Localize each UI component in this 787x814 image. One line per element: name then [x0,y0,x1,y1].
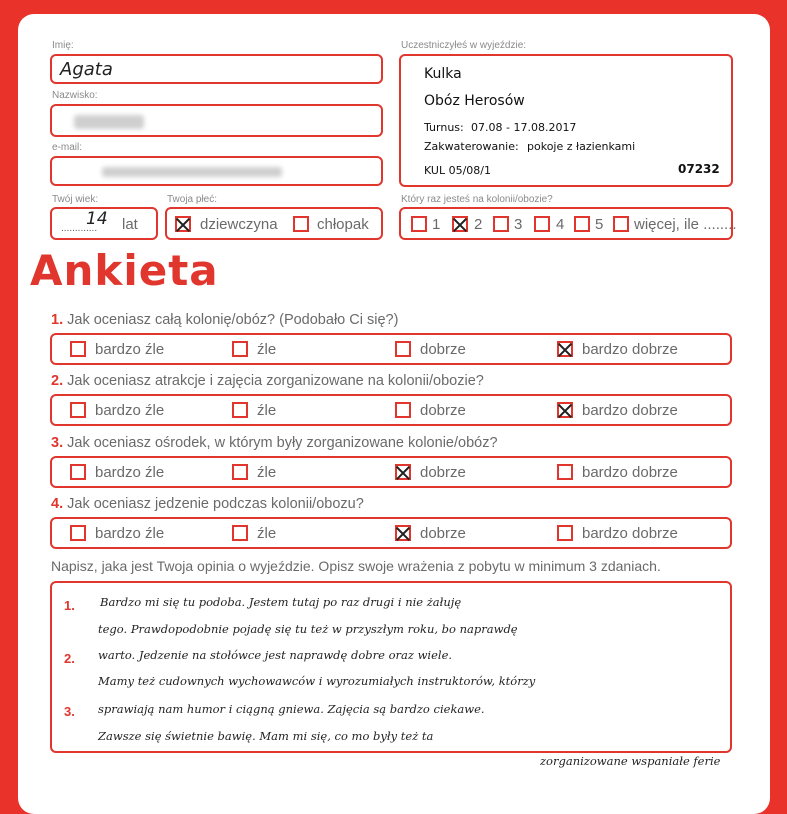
rating-option-label: bardzo źle [95,341,165,358]
label-email: e-mail: [52,142,83,153]
checkbox-chlopak[interactable] [293,216,309,232]
opinion-handwriting-line: Mamy też cudownych wychowawców i wyrozumiałych instruktorów, którzy [98,674,536,688]
rating-option-label: bardzo źle [95,402,165,419]
rating-option-label: źle [257,464,277,481]
age-unit: lat [122,216,138,233]
rating-checkbox[interactable] [232,341,248,357]
age-field[interactable] [50,207,158,240]
turnus-value: 07.08 - 17.08.2017 [471,121,577,134]
nazwisko-redacted [74,115,144,129]
rating-checkbox[interactable] [557,525,573,541]
gender-option-chlopak: chłopak [317,216,369,233]
times-option-more: więcej, ile ........ [634,216,737,233]
question-text: Jak oceniasz ośrodek, w którym były zorganizowane kolonie/obóz? [67,435,498,451]
checkbox-times-1[interactable] [411,216,427,232]
question-number: 1. [51,312,64,328]
survey-title: Ankieta [30,246,219,295]
rating-option-label: bardzo dobrze [582,402,678,419]
rating-checkbox[interactable] [557,341,573,357]
rating-option-label: bardzo dobrze [582,464,678,481]
opinion-handwriting-line: tego. Prawdopodobnie pojadę się tu też w przyszłym roku, bo naprawdę [98,622,518,636]
question-1 [51,312,398,328]
rating-option-label: dobrze [420,341,466,358]
opinion-handwriting-line: warto. Jedzenie na stołówce jest naprawdę dobre oraz wiele. [98,648,453,662]
rating-row-3 [50,456,732,488]
nazwisko-field[interactable] [50,104,383,137]
label-imie: Imię: [52,40,74,51]
age-dots: ............. [61,223,98,234]
opinion-prompt: Napisz, jaka jest Twoja opinia o wyjeździe. Opisz swoje wrażenia z pobytu w minimum 3 zdaniach. [51,558,661,574]
rating-checkbox[interactable] [395,341,411,357]
question-text: Jak oceniasz jedzenie podczas kolonii/obozu? [67,496,364,512]
rating-option-label: dobrze [420,464,466,481]
zakwaterowanie-label: Zakwaterowanie: [424,140,519,153]
checkbox-times-5[interactable] [574,216,590,232]
opinion-line-number: 2. [64,651,75,666]
imie-value: Agata [60,59,113,80]
question-number: 2. [51,373,64,389]
label-wiek: Twój wiek: [52,194,99,205]
opinion-handwriting-line: sprawiają nam humor i ciągną gniewa. Zajęcia są bardzo ciekawe. [98,702,485,716]
question-number: 3. [51,435,64,451]
rating-option-label: bardzo źle [95,464,165,481]
rating-checkbox[interactable] [70,525,86,541]
rating-checkbox[interactable] [232,525,248,541]
trip-camp: Obóz Herosów [424,93,525,109]
opinion-handwriting-line: Bardzo mi się tu podoba. Jestem tutaj po raz drugi i nie żałuję [100,595,462,609]
checkbox-times-2[interactable] [452,216,468,232]
times-field [399,207,737,240]
label-uczestniczyles: Uczestniczyłeś w wyjeździe: [401,40,527,51]
rating-option-label: dobrze [420,525,466,542]
times-option-5: 5 [595,216,604,233]
opinion-handwriting-line: zorganizowane wspaniałe ferie [540,754,721,768]
rating-checkbox[interactable] [70,341,86,357]
rating-option-label: źle [257,402,277,419]
label-nazwisko: Nazwisko: [52,90,98,101]
rating-checkbox[interactable] [232,402,248,418]
gender-option-dziewczyna: dziewczyna [200,216,278,233]
checkbox-dziewczyna[interactable] [175,216,191,232]
gender-field [165,207,383,240]
email-field[interactable] [50,156,383,186]
rating-row-4 [50,517,732,549]
email-redacted [102,167,282,177]
trip-info-box [399,54,733,187]
trip-number: 07232 [678,162,720,176]
rating-checkbox[interactable] [232,464,248,480]
times-option-2: 2 [474,216,483,233]
rating-option-label: źle [257,525,277,542]
rating-checkbox[interactable] [557,464,573,480]
rating-row-1 [50,333,732,365]
rating-option-label: bardzo dobrze [582,341,678,358]
rating-option-label: bardzo dobrze [582,525,678,542]
question-text: Jak oceniasz atrakcje i zajęcia zorganizowane na kolonii/obozie? [67,373,484,389]
question-text: Jak oceniasz całą kolonię/obóz? (Podobało Ci się?) [67,312,399,328]
checkbox-times-more[interactable] [613,216,629,232]
turnus-label: Turnus: [424,121,464,134]
times-option-4: 4 [556,216,565,233]
question-2 [51,373,484,389]
rating-option-label: dobrze [420,402,466,419]
label-ktory-raz: Który raz jesteś na kolonii/obozie? [401,194,553,205]
age-value: 14 [86,209,108,229]
rating-checkbox[interactable] [70,464,86,480]
times-option-3: 3 [514,216,523,233]
checkbox-times-3[interactable] [493,216,509,232]
trip-code: KUL 05/08/1 [424,164,491,177]
imie-field[interactable] [50,54,383,84]
question-number: 4. [51,496,64,512]
rating-checkbox[interactable] [395,525,411,541]
rating-option-label: źle [257,341,277,358]
rating-checkbox[interactable] [70,402,86,418]
question-3 [51,435,498,451]
times-option-1: 1 [432,216,441,233]
rating-checkbox[interactable] [557,402,573,418]
trip-name: Kulka [424,66,462,82]
rating-row-2 [50,394,732,426]
zakwaterowanie-value: pokoje z łazienkami [527,140,636,153]
opinion-line-number: 1. [64,598,75,613]
opinion-line-number: 3. [64,704,75,719]
rating-checkbox[interactable] [395,402,411,418]
opinion-handwriting-line: Zawsze się świetnie bawię. Mam mi się, co mo były też ta [98,729,434,743]
label-plec: Twoja płeć: [167,194,218,205]
rating-checkbox[interactable] [395,464,411,480]
rating-option-label: bardzo źle [95,525,165,542]
checkbox-times-4[interactable] [534,216,550,232]
question-4 [51,496,364,512]
